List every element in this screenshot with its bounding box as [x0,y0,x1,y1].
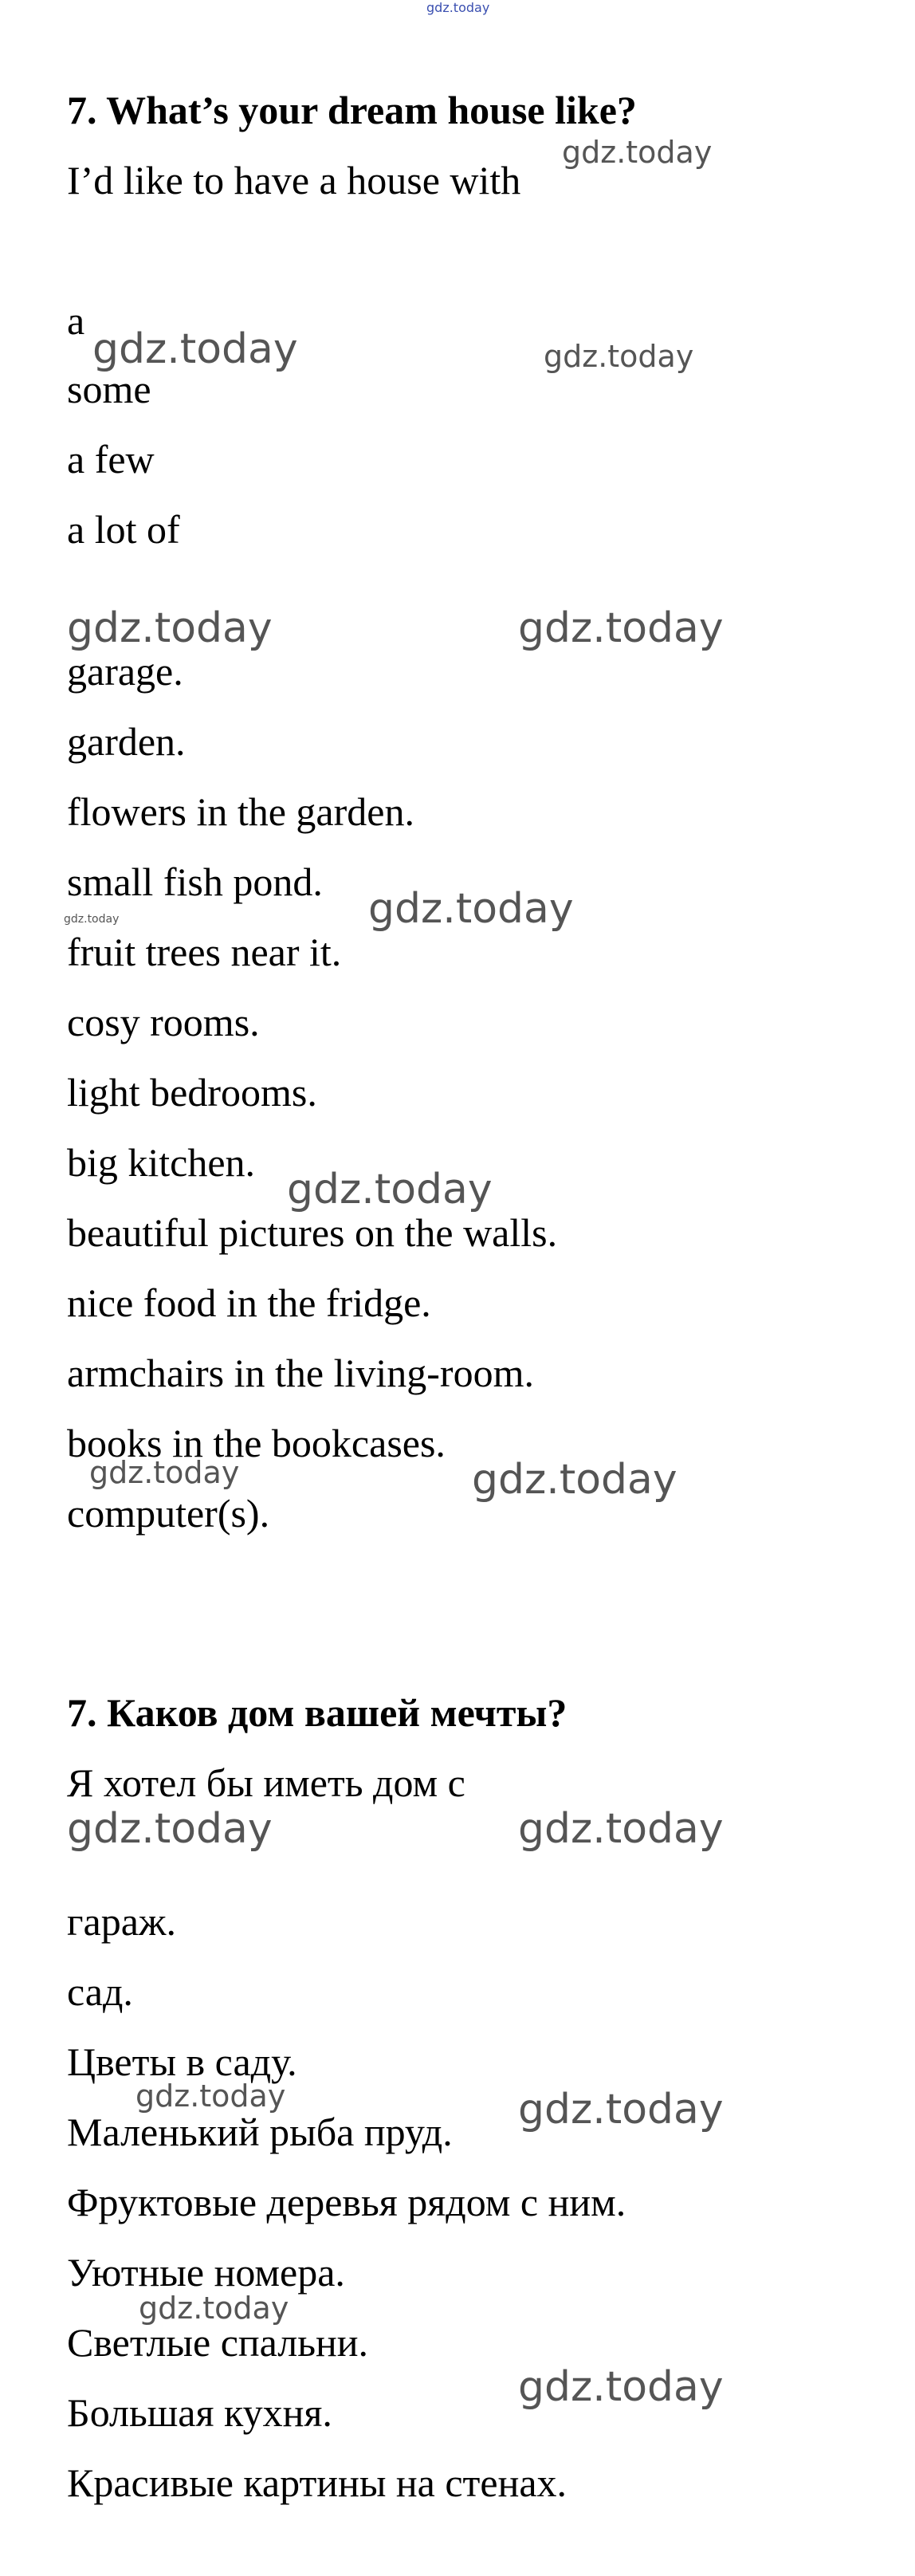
list-item: light bedrooms. [67,1070,317,1115]
watermark: gdz.today [544,339,694,374]
watermark: gdz.today [472,1456,677,1504]
watermark: gdz.today [287,1166,493,1213]
english-intro: I’d like to have a house with [67,158,521,203]
watermark: gdz.today [368,885,574,933]
list-item: beautiful pictures on the walls. [67,1210,558,1255]
list-item: cosy rooms. [67,1000,260,1044]
list-item: small fish pond. [67,859,323,904]
watermark: gdz.today [92,325,298,373]
russian-heading: 7. Каков дом вашей мечты? [67,1690,567,1735]
watermark: gdz.today [518,2363,724,2411]
list-item: Маленький рыба пруд. [67,2110,453,2154]
russian-intro: Я хотел бы иметь дом с [67,1760,465,1805]
watermark: gdz.today [89,1455,240,1490]
watermark: gdz.today [139,2291,289,2326]
list-item: гараж. [67,1899,176,1944]
watermark: gdz.today [67,1805,273,1853]
quantifier-item: a lot of [67,507,180,552]
english-heading: 7. What’s your dream house like? [67,88,637,132]
list-item: fruit trees near it. [67,930,342,974]
list-item: flowers in the garden. [67,789,414,834]
list-item: Светлые спальни. [67,2320,369,2365]
list-item: сад. [67,1969,133,2014]
watermark: gdz.today [426,0,490,15]
list-item: big kitchen. [67,1140,256,1185]
watermark: gdz.today [518,604,724,652]
list-item: computer(s). [67,1491,270,1536]
watermark: gdz.today [135,2078,286,2114]
list-item: Фруктовые деревья рядом с ним. [67,2180,626,2224]
quantifier-item: a few [67,437,155,482]
watermark: gdz.today [518,1805,724,1853]
list-item: nice food in the fridge. [67,1280,431,1325]
list-item: Красивые картины на стенах. [67,2460,567,2505]
watermark: gdz.today [64,913,120,926]
list-item: garage. [67,649,183,694]
list-item: armchairs in the living-room. [67,1351,534,1395]
list-item: Большая кухня. [67,2390,332,2435]
list-item: Уютные номера. [67,2250,345,2295]
list-item: Цветы в саду. [67,2039,297,2084]
watermark: gdz.today [562,135,713,170]
quantifier-item: some [67,367,151,411]
watermark: gdz.today [518,2086,724,2134]
quantifier-item: a [67,298,85,343]
watermark: gdz.today [67,604,273,652]
list-item: garden. [67,719,186,764]
list-item: books in the bookcases. [67,1421,446,1465]
